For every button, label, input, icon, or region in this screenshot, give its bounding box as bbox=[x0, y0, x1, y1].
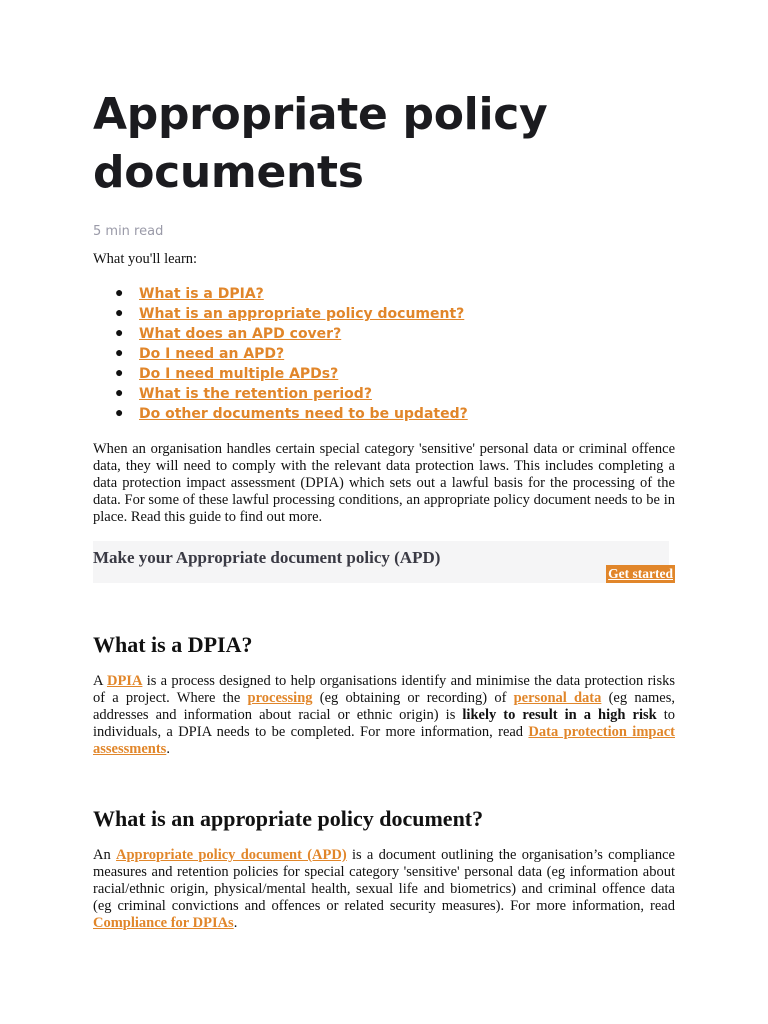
toc-link-retention[interactable]: What is the retention period? bbox=[139, 386, 372, 402]
link-dpia-guide[interactable]: Data protection impact assessments bbox=[93, 724, 675, 757]
bullet-icon: ● bbox=[115, 326, 124, 341]
toc-item bbox=[93, 284, 468, 304]
bullet-icon: ● bbox=[115, 406, 124, 421]
link-processing[interactable]: processing bbox=[247, 690, 313, 706]
text-fragment: . bbox=[233, 915, 238, 931]
toc-link-apd[interactable]: What is an appropriate policy document? bbox=[139, 306, 465, 322]
text-fragment: . bbox=[166, 741, 170, 757]
toc-item bbox=[93, 304, 468, 324]
toc-item bbox=[93, 384, 468, 404]
toc-link-multiple-apds[interactable]: Do I need multiple APDs? bbox=[139, 366, 339, 382]
bullet-icon: ● bbox=[115, 366, 124, 381]
text-fragment: A bbox=[93, 673, 107, 689]
toc-link-apd-cover[interactable]: What does an APD cover? bbox=[139, 326, 342, 342]
toc-link-other-documents[interactable]: Do other documents need to be updated? bbox=[139, 406, 468, 422]
bullet-icon: ● bbox=[115, 386, 124, 401]
toc-link-dpia[interactable]: What is a DPIA? bbox=[139, 286, 264, 302]
get-started-button[interactable]: Get started bbox=[608, 566, 673, 581]
bullet-icon: ● bbox=[115, 286, 124, 301]
bullet-icon: ● bbox=[115, 306, 124, 321]
toc-item bbox=[93, 344, 468, 364]
text-fragment: is a document outlining the organisation’s compliance measures and retention policies for special category 'sensitive' personal data (eg information about racial/ethnic origin, physical/mental health, sexual life and biometrics) and criminal offence data (eg criminal convictions and offences or related security measures). For more information, read bbox=[93, 847, 675, 914]
text-fragment: (eg obtaining or recording) of bbox=[312, 690, 514, 706]
link-personal-data[interactable]: personal data bbox=[513, 690, 602, 706]
link-dpia[interactable]: DPIA bbox=[106, 673, 143, 689]
link-apd[interactable]: Appropriate policy document (APD) bbox=[116, 847, 347, 863]
link-compliance-dpias[interactable]: Compliance for DPIAs bbox=[93, 915, 234, 931]
bullet-icon: ● bbox=[115, 346, 124, 361]
table-of-contents bbox=[93, 284, 468, 424]
toc-item bbox=[93, 364, 468, 384]
toc-item bbox=[93, 324, 468, 344]
learn-label: What you'll learn: bbox=[93, 251, 198, 267]
emphasis-high-risk: likely to result in a high risk bbox=[462, 707, 657, 723]
text-fragment: to individuals, a DPIA needs to be completed. For more information, read bbox=[93, 707, 676, 740]
section-text-apd bbox=[93, 847, 675, 932]
toc-link-need-apd[interactable]: Do I need an APD? bbox=[139, 346, 285, 362]
promo-banner bbox=[93, 541, 673, 583]
section-heading-apd: What is an appropriate policy document? bbox=[93, 806, 484, 831]
text-fragment: An bbox=[93, 847, 117, 863]
read-time: 5 min read bbox=[93, 224, 164, 239]
promo-title: Make your Appropriate document policy (APD) bbox=[93, 548, 441, 567]
section-text-dpia bbox=[93, 673, 675, 758]
intro-paragraph: When an organisation handles certain special category 'sensitive' personal data or criminal offence data, they will need to comply with the relevant data protection laws. This includes completing a data protection impact assessment (DPIA) which sets out a lawful basis for the processing of the data. For some of these lawful processing conditions, an appropriate policy document needs to be in place. Read this guide to find out more. bbox=[93, 441, 675, 525]
section-heading-dpia: What is a DPIA? bbox=[93, 632, 253, 657]
page-title: Appropriate policy documents bbox=[93, 89, 548, 198]
text-fragment: (eg names, addresses and information about racial or ethnic origin) is bbox=[93, 690, 675, 723]
text-fragment: is a process designed to help organisations identify and minimise the data protection risks of a project. Where the bbox=[93, 673, 675, 706]
toc-item bbox=[93, 404, 468, 424]
